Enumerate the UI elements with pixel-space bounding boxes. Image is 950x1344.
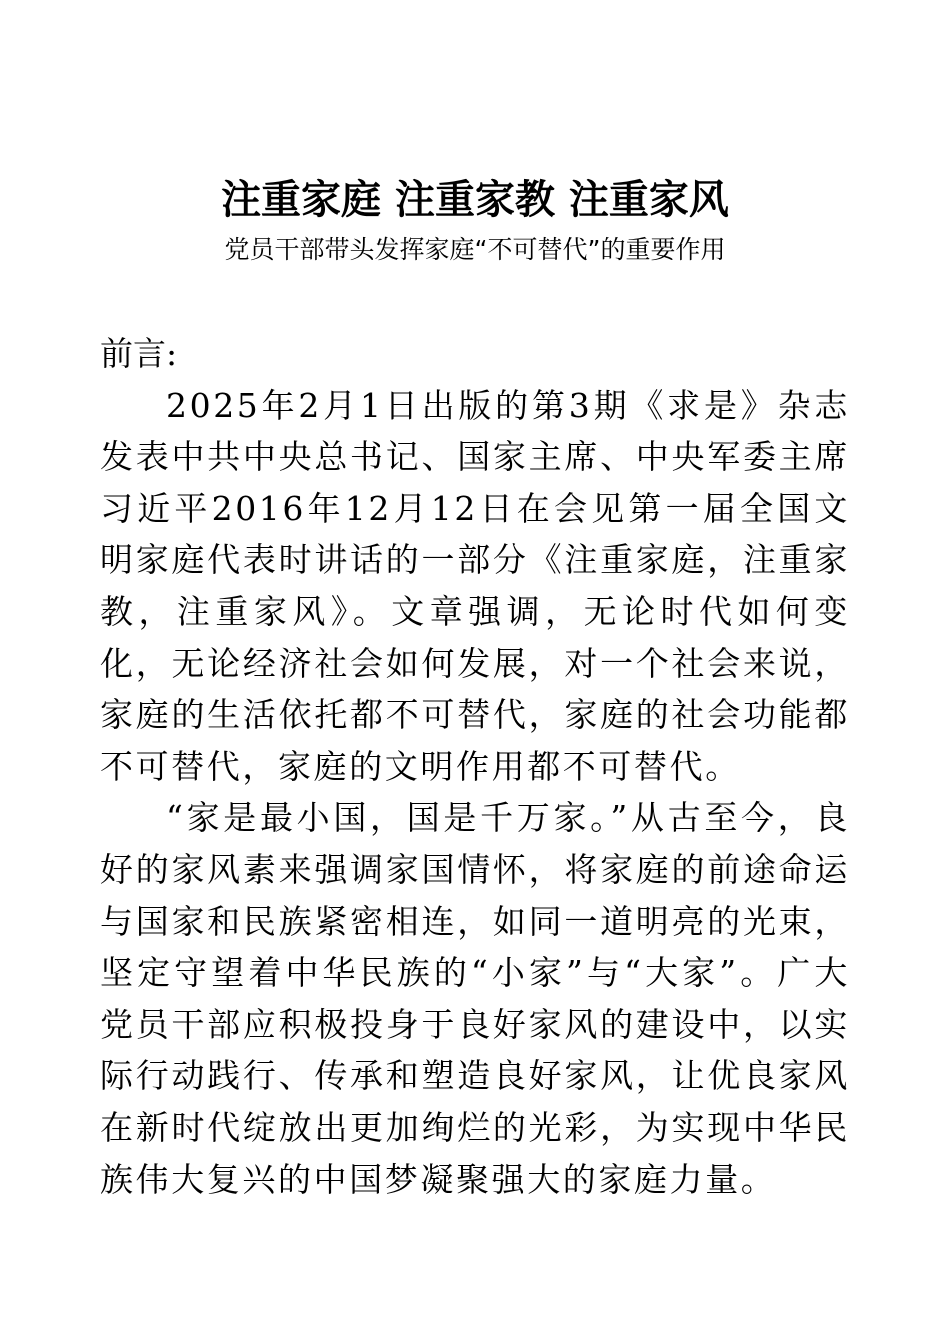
document-title: 注重家庭 注重家教 注重家风 — [221, 176, 729, 223]
preface-label: 前言: — [100, 334, 178, 373]
paragraph-1: 2025年2月1日出版的第3期《求是》杂志发表中共中央总书记、国家主席、中央军委主席习近平2016年12月12日在会见第一届全国文明家庭代表时讲话的一部分《注重家庭，注重家教，注重家风》。文章强调，无论时代如何变化，无论经济社会如何发展，对一个社会来说，家庭的生活依托都不可替代，家庭的社会功能都不可替代，家庭的文明作用都不可替代。 — [100, 385, 850, 786]
document-body — [100, 328, 850, 1205]
paragraph-2: “家是最小国，国是千万家。”从古至今，良好的家风素来强调家国情怀，将家庭的前途命运与国家和民族紧密相连，如同一道明亮的光束，坚定守望着中华民族的“小家”与“大家”。广大党员干部应积极投身于良好家风的建设中，以实际行动践行、传承和塑造良好家风，让优良家风在新时代绽放出更加绚烂的光彩，为实现中华民族伟大复兴的中国梦凝聚强大的家庭力量。 — [100, 798, 850, 1199]
document-subtitle: 党员干部带头发挥家庭“不可替代”的重要作用 — [224, 235, 726, 264]
